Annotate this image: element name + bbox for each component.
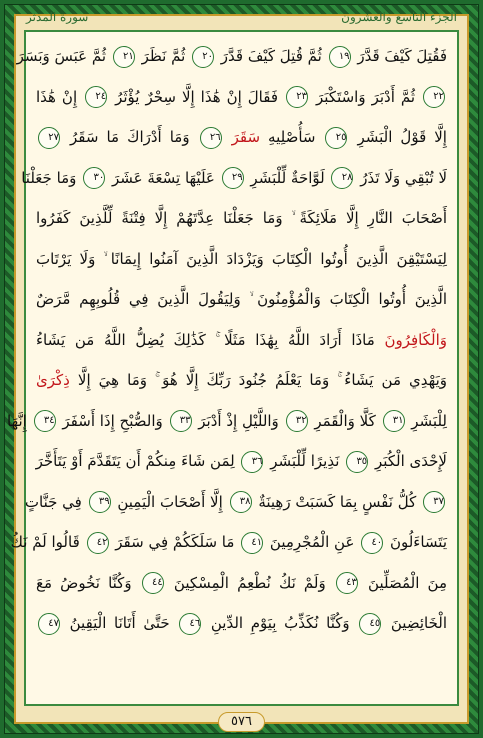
ayah-number-marker: ٤١ bbox=[241, 532, 263, 554]
ayah-number-marker: ٣٢ bbox=[286, 410, 308, 432]
verse-text: ثُمَّ نَظَرَ bbox=[136, 47, 191, 65]
highlighted-word: سَقَرَ bbox=[231, 128, 261, 146]
verse-line bbox=[36, 603, 447, 644]
verse-text: يَتَسَاءَلُونَ bbox=[385, 533, 447, 551]
verse-text: عَنِ الْمُجْرِمِينَ bbox=[265, 533, 360, 551]
verse-text: مَا سَلَكَكُمْ فِي سَقَرَ bbox=[110, 533, 240, 551]
ayah-number-marker: ٣٩ bbox=[89, 491, 111, 513]
verse-text: سَأُصْلِيهِ bbox=[260, 128, 324, 146]
verse-line bbox=[24, 482, 447, 523]
verse-text: وَالصُّبْحِ إِذَا أَسْفَرَ bbox=[57, 411, 168, 430]
verse-line bbox=[36, 563, 447, 604]
ayah-number-marker: ٤٠ bbox=[361, 532, 383, 554]
verse-line bbox=[21, 158, 447, 199]
ayah-number-marker: ٣١ bbox=[383, 410, 405, 432]
verse-text: ثُمَّ عَبَسَ وَبَسَرَ bbox=[16, 47, 111, 65]
verse-text: عَلَيْهَا تِسْعَةَ عَشَرَ bbox=[107, 168, 220, 187]
ayah-number-marker: ٤٧ bbox=[38, 613, 60, 635]
verse-text: إِلَّا أَصْحَابَ الْيَمِينِ bbox=[112, 492, 228, 511]
ayah-number-marker: ٣٥ bbox=[346, 451, 368, 473]
verse-text: لِمَن شَاءَ مِنكُمْ أَن يَتَقَدَّمَ أَوْ يَتَأَخَّرَ bbox=[35, 452, 240, 470]
ayah-number-marker: ٢٧ bbox=[38, 127, 60, 149]
ayah-number-marker: ٣٧ bbox=[423, 491, 445, 513]
verse-text: الَّذِينَ أُوتُوا الْكِتَابَ وَالْمُؤْمِنُونَ ۙ وَلِيَقُولَ الَّذِينَ فِي قُلُوبِهِم مَّرَضٌ bbox=[36, 290, 447, 308]
verse-line bbox=[10, 522, 447, 563]
verse-text: لَإِحْدَى الْكُبَرِ bbox=[370, 452, 447, 470]
verse-line bbox=[36, 441, 447, 482]
verse-text: مَاذَا أَرَادَ اللَّهُ بِهَٰذَا مَثَلًا ۚ كَذَٰلِكَ يُضِلُّ اللَّهُ مَن يَشَاءُ bbox=[36, 330, 385, 349]
highlighted-word: ذِكْرَىٰ bbox=[36, 371, 70, 389]
highlighted-word: وَالْكَافِرُونَ bbox=[384, 330, 447, 349]
verse-text: الْخَائِضِينَ bbox=[383, 614, 448, 632]
verse-line bbox=[36, 320, 447, 361]
ayah-number-marker: ٢٩ bbox=[222, 167, 244, 189]
ayah-number-marker: ٣٤ bbox=[34, 410, 56, 432]
verse-text: كَلَّا وَالْقَمَرِ bbox=[309, 411, 381, 430]
mushaf-page bbox=[7, 30, 459, 706]
page-header bbox=[18, 6, 465, 28]
verse-text: إِنَّهَا bbox=[7, 411, 32, 430]
surah-label: سورة المدثر bbox=[26, 10, 89, 24]
ayah-number-marker: ٣٦ bbox=[241, 451, 263, 473]
page-number: ٥٧٦ bbox=[218, 712, 265, 732]
ayah-number-marker: ٢٤ bbox=[85, 86, 107, 108]
ayah-number-marker: ٢٦ bbox=[200, 127, 222, 149]
verse-line bbox=[36, 77, 447, 118]
verse-line bbox=[36, 239, 447, 280]
ayah-number-marker: ٢٠ bbox=[192, 46, 214, 68]
verse-text: فَقُتِلَ كَيْفَ قَدَّرَ bbox=[352, 47, 447, 65]
verse-line bbox=[36, 360, 447, 401]
ayah-number-marker: ٣٠ bbox=[83, 167, 105, 189]
verse-text: لِلْبَشَرِ bbox=[406, 411, 447, 430]
verse-text: نَذِيرًا لِّلْبَشَرِ bbox=[265, 452, 345, 470]
verse-text: وَلَمْ نَكُ نُطْعِمُ الْمِسْكِينَ bbox=[165, 573, 334, 592]
verse-text bbox=[224, 128, 232, 146]
verse-line bbox=[36, 279, 447, 320]
ayah-number-marker: ٤٢ bbox=[87, 532, 109, 554]
ayah-number-marker: ٢٢ bbox=[423, 86, 445, 108]
ayah-number-marker: ١٩ bbox=[329, 46, 351, 68]
verse-text: وَاللَّيْلِ إِذْ أَدْبَرَ bbox=[193, 411, 284, 430]
ayah-number-marker: ٤٦ bbox=[179, 613, 201, 635]
verse-text: ثُمَّ قُتِلَ كَيْفَ قَدَّرَ bbox=[216, 47, 327, 65]
ayah-number-marker: ٢٣ bbox=[286, 86, 308, 108]
verse-text: إِنْ هَٰذَا bbox=[36, 87, 84, 106]
verse-text: وَكُنَّا نَخُوضُ مَعَ bbox=[36, 573, 140, 592]
verse-text: وَمَا جَعَلْنَا bbox=[21, 168, 82, 187]
juz-label: الجزء التاسع والعشرون bbox=[341, 10, 457, 24]
ayah-number-marker: ٤٥ bbox=[359, 613, 381, 635]
page-number-area bbox=[0, 710, 483, 730]
verse-text: قَالُوا لَمْ نَكُ bbox=[10, 533, 85, 551]
verse-line bbox=[36, 198, 447, 239]
verse-text: مِنَ الْمُصَلِّينَ bbox=[359, 573, 447, 592]
verse-text: فِي جَنَّاتٍ bbox=[24, 492, 87, 511]
ayah-number-marker: ٤٣ bbox=[336, 572, 358, 594]
verse-text: ثُمَّ أَدْبَرَ وَاسْتَكْبَرَ bbox=[310, 87, 421, 106]
ayah-number-marker: ٢١ bbox=[113, 46, 135, 68]
verse-text: فَقَالَ إِنْ هَٰذَا إِلَّا سِحْرٌ يُؤْثَرُ bbox=[109, 87, 284, 106]
verse-text: إِلَّا قَوْلُ الْبَشَرِ bbox=[349, 128, 447, 146]
ayah-number-marker: ٢٥ bbox=[325, 127, 347, 149]
ayah-number-marker: ٣٣ bbox=[170, 410, 192, 432]
ayah-number-marker: ٣٨ bbox=[230, 491, 252, 513]
verse-text: كُلُّ نَفْسٍ بِمَا كَسَبَتْ رَهِينَةٌ bbox=[253, 492, 421, 511]
verse-text: حَتَّىٰ أَتَانَا الْيَقِينُ bbox=[62, 614, 178, 632]
verse-text: لِيَسْتَيْقِنَ الَّذِينَ أُوتُوا الْكِتَابَ وَيَزْدَادَ الَّذِينَ آمَنُوا إِيمَانًا ۙ وَلَا يَرْتَابَ bbox=[36, 249, 447, 268]
verse-text: وَمَا أَدْرَاكَ مَا سَقَرُ bbox=[62, 128, 198, 146]
verse-text: أَصْحَابَ النَّارِ إِلَّا مَلَائِكَةً ۙ وَمَا جَعَلْنَا عِدَّتَهُمْ إِلَّا فِتْنَةً لِّلَّذِينَ كَفَرُوا bbox=[36, 209, 447, 227]
ayah-number-marker: ٤٤ bbox=[142, 572, 164, 594]
verse-text: لَوَّاحَةٌ لِّلْبَشَرِ bbox=[245, 168, 330, 187]
verse-line bbox=[7, 401, 447, 442]
verse-line bbox=[36, 117, 447, 158]
ayah-number-marker: ٢٨ bbox=[331, 167, 353, 189]
verse-lines bbox=[7, 36, 448, 644]
verse-text: وَكُنَّا نُكَذِّبُ بِيَوْمِ الدِّينِ bbox=[203, 614, 358, 632]
verse-text: وَيَهْدِي مَن يَشَاءُ ۚ وَمَا يَعْلَمُ جُنُودَ رَبِّكَ إِلَّا هُوَ ۚ وَمَا هِيَ إِلَّا bbox=[69, 371, 447, 389]
verse-line bbox=[16, 36, 447, 77]
verse-text: لَا تُبْقِي وَلَا تَذَرُ bbox=[355, 168, 447, 187]
